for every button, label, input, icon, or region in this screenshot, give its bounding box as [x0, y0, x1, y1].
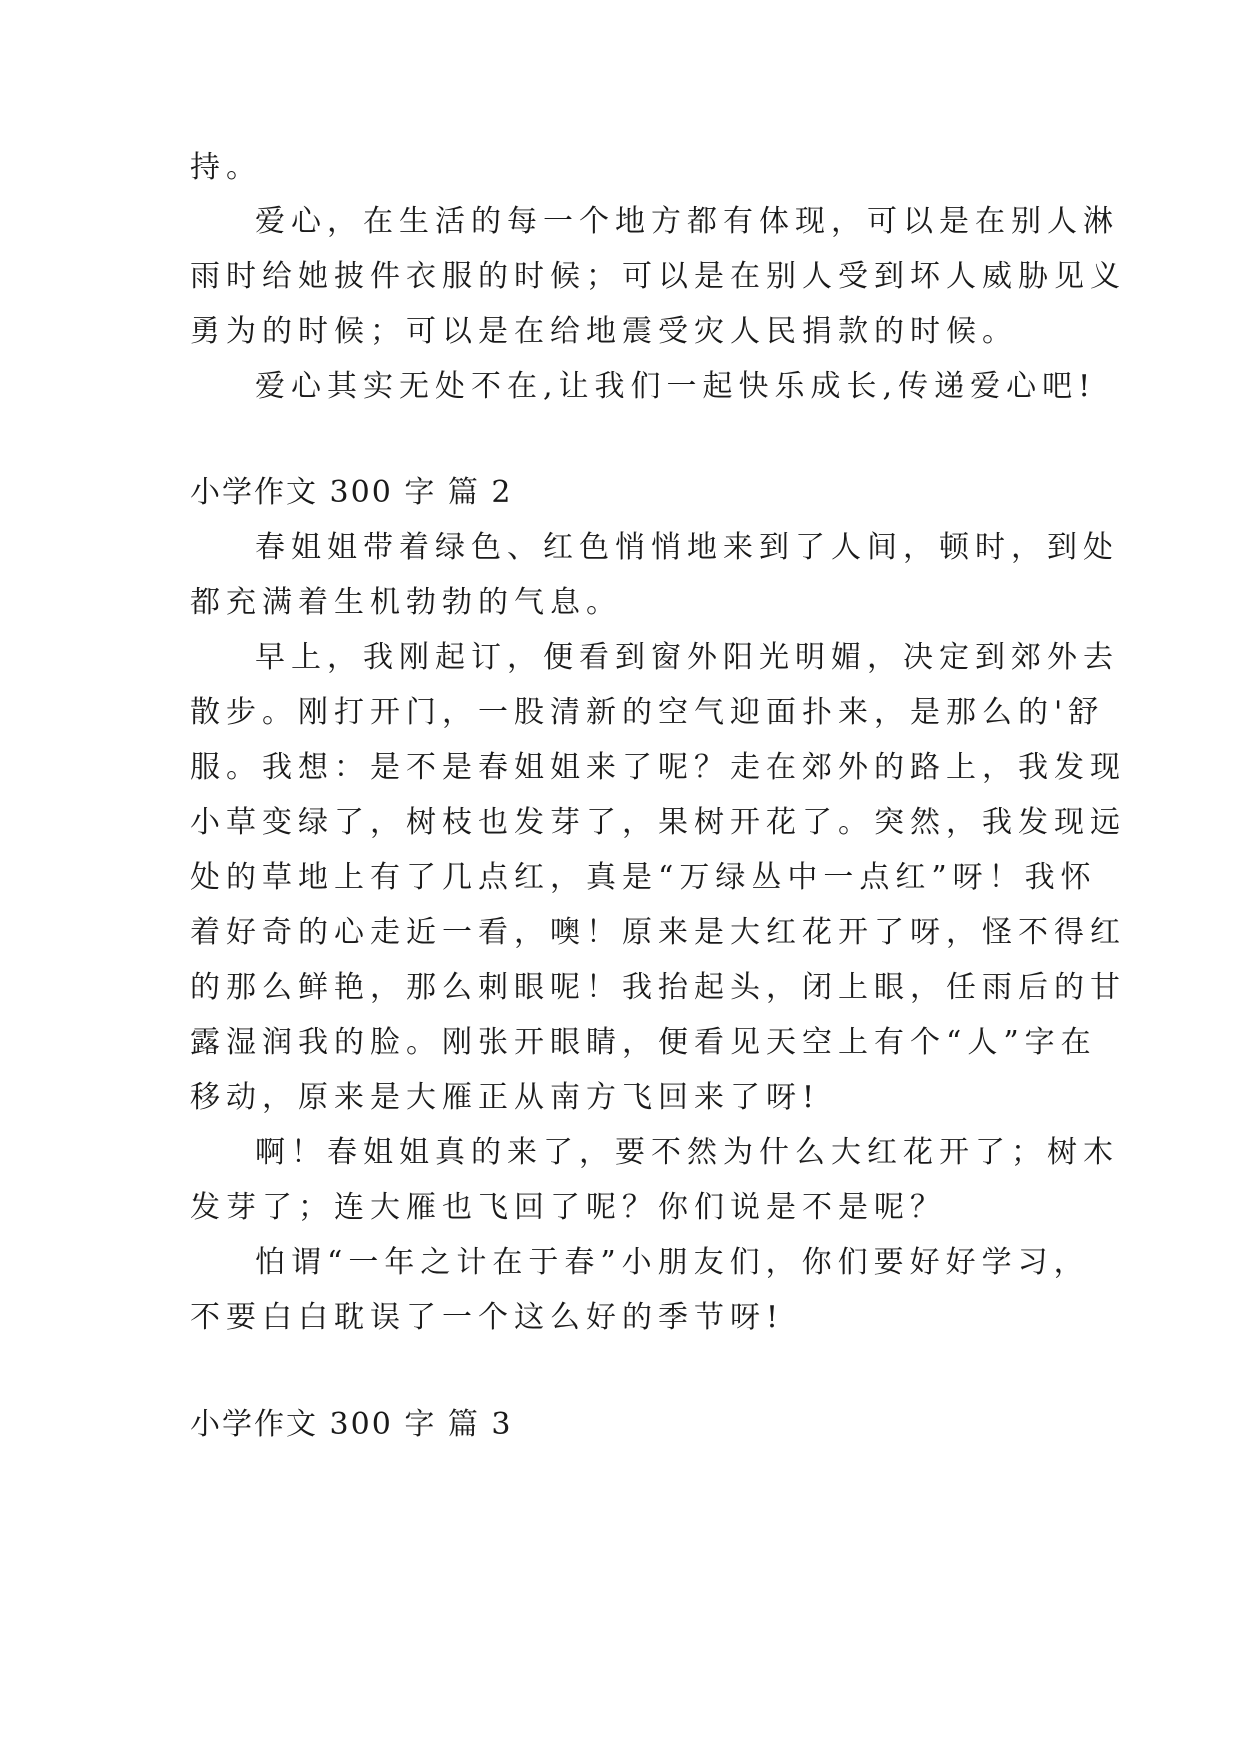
text-line: 移动，原来是大雁正从南方飞回来了呀!	[190, 1080, 821, 1115]
text-line: 散步。刚打开门，一股清新的空气迎面扑来，是那么的'舒	[190, 695, 1105, 730]
text-line: 怕谓“一年之计在于春”小朋友们，你们要好好学习，	[255, 1245, 1090, 1280]
text-line: 露湿润我的脸。刚张开眼睛，便看见天空上有个“人”字在	[190, 1025, 1097, 1060]
section-heading: 小学作文 300 字 篇 3	[190, 1407, 513, 1442]
text-line: 春姐姐带着绿色、红色悄悄地来到了人间，顿时，到处	[255, 530, 1119, 565]
text-line: 都充满着生机勃勃的气息。	[190, 585, 622, 620]
text-line: 服。我想：是不是春姐姐来了呢？走在郊外的路上，我发现	[190, 750, 1126, 785]
text-line: 不要白白耽误了一个这么好的季节呀!	[190, 1300, 785, 1335]
text-line: 早上，我刚起订，便看到窗外阳光明媚，决定到郊外去	[255, 640, 1119, 675]
text-line: 小草变绿了，树枝也发芽了，果树开花了。突然，我发现远	[190, 805, 1126, 840]
section-heading: 小学作文 300 字 篇 2	[190, 475, 513, 510]
text-line: 勇为的时候；可以是在给地震受灾人民捐款的时候。	[190, 314, 1018, 349]
text-line: 爱心其实无处不在,让我们一起快乐成长,传递爱心吧!	[255, 369, 1097, 404]
text-line: 的那么鲜艳，那么刺眼呢！我抬起头，闭上眼，任雨后的甘	[190, 970, 1126, 1005]
text-line: 着好奇的心走近一看，噢！原来是大红花开了呀，怪不得红	[190, 915, 1126, 950]
text-line: 处的草地上有了几点红，真是“万绿丛中一点红”呀！我怀	[190, 860, 1097, 895]
text-line: 持。	[190, 150, 262, 185]
text-line: 雨时给她披件衣服的时候；可以是在别人受到坏人威胁见义	[190, 259, 1126, 294]
text-line: 啊！春姐姐真的来了，要不然为什么大红花开了；树木	[255, 1135, 1119, 1170]
text-line: 爱心，在生活的每一个地方都有体现，可以是在别人淋	[255, 204, 1119, 239]
text-line: 发芽了；连大雁也飞回了呢？你们说是不是呢？	[190, 1190, 946, 1225]
